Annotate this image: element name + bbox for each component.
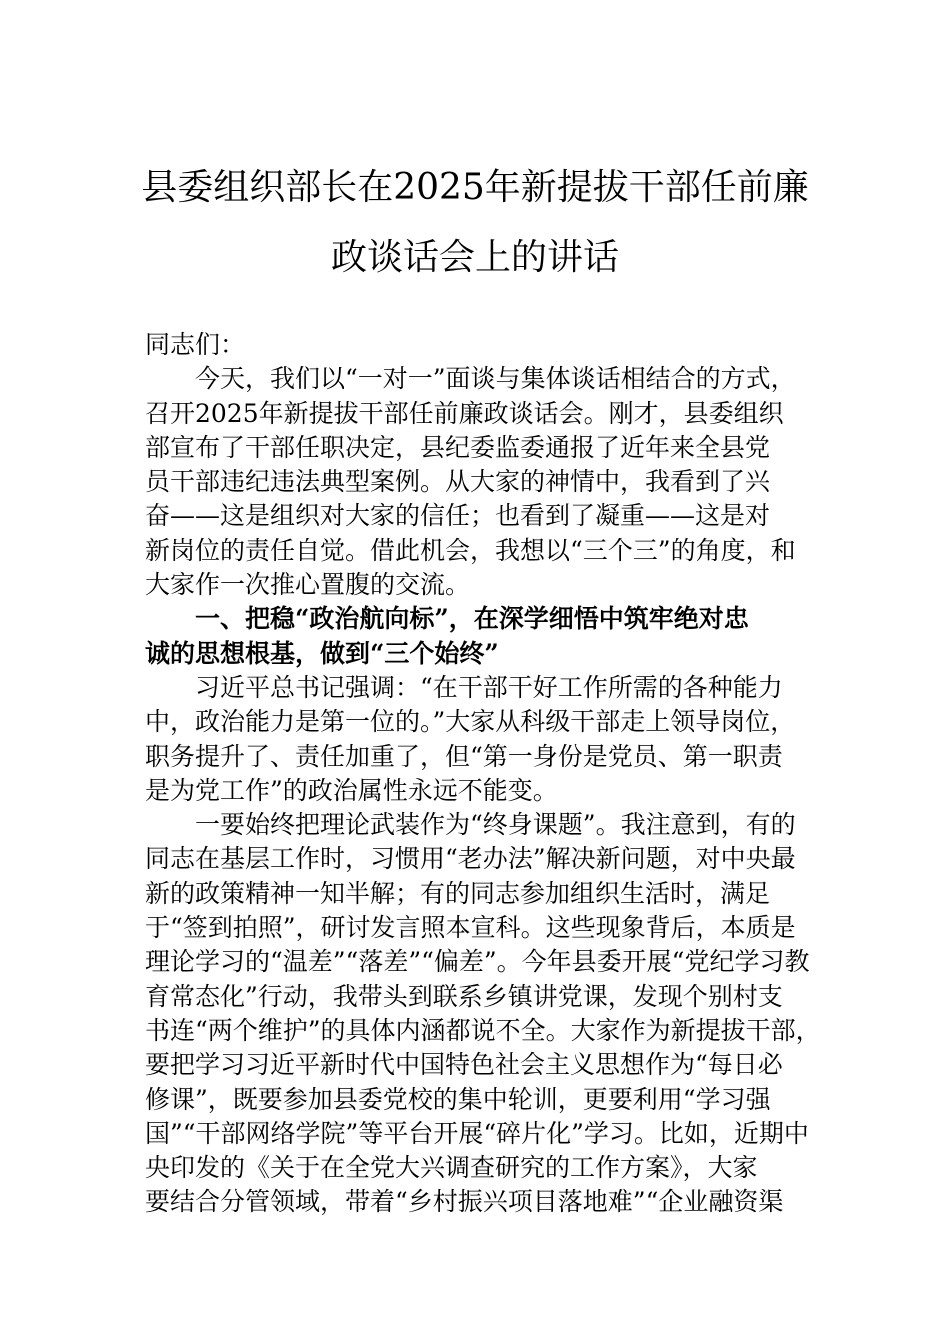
section-heading-line: 一、把稳“政治航向标”，在深学细悟中筑牢绝对忠 xyxy=(195,604,749,634)
paragraph-line: 一要始终把理论武装作为“终身课题”。我注意到，有的 xyxy=(195,810,796,840)
paragraph-line: 是为党工作”的政治属性永远不能变。 xyxy=(145,775,558,805)
salutation: 同志们： xyxy=(145,330,246,359)
document-title-line-2: 政谈话会上的讲话 xyxy=(330,237,619,278)
paragraph-line: 要把学习习近平新时代中国特色社会主义思想作为“每日必 xyxy=(145,1050,783,1080)
paragraph-line: 国”“干部网络学院”等平台开展“碎片化”学习。比如，近期中 xyxy=(145,1118,809,1148)
paragraph-line: 部宣布了干部任职决定，县纪委监委通报了近年来全县党 xyxy=(145,432,771,462)
paragraph-line: 员干部违纪违法典型案例。从大家的神情中，我看到了兴 xyxy=(145,467,771,497)
paragraph-line: 新岗位的责任自觉。借此机会，我想以“三个三”的角度，和 xyxy=(145,535,796,565)
paragraph-line: 同志在基层工作时，习惯用“老办法”解决新问题，对中央最 xyxy=(145,844,796,874)
paragraph-line: 中，政治能力是第一位的。”大家从科级干部走上领导岗位， xyxy=(145,707,796,737)
paragraph-line: 召开2025年新提拔干部任前廉政谈话会。刚才，县委组织 xyxy=(145,398,784,428)
paragraph-line: 职务提升了、责任加重了，但“第一身份是党员、第一职责 xyxy=(145,741,783,771)
paragraph-line: 新的政策精神一知半解；有的同志参加组织生活时，满足 xyxy=(145,878,771,908)
section-heading-line: 诚的思想根基，做到“三个始终” xyxy=(145,638,499,668)
paragraph-line: 今天，我们以“一对一”面谈与集体谈话相结合的方式， xyxy=(195,364,796,394)
paragraph-line: 央印发的《关于在全党大兴调查研究的工作方案》，大家 xyxy=(145,1153,758,1183)
paragraph-line: 习近平总书记强调：“在干部干好工作所需的各种能力 xyxy=(195,672,783,702)
paragraph-line: 育常态化”行动，我带头到联系乡镇讲党课，发现个别村支 xyxy=(145,981,783,1011)
paragraph-line: 奋——这是组织对大家的信任；也看到了凝重——这是对 xyxy=(145,501,771,531)
paragraph-line: 要结合分管领域，带着“乡村振兴项目落地难”“企业融资渠 xyxy=(145,1187,784,1217)
document-body xyxy=(145,328,825,1220)
paragraph-line: 修课”，既要参加县委党校的集中轮训，更要利用“学习强 xyxy=(145,1084,771,1114)
paragraph-line: 理论学习的“温差”“落差”“偏差”。今年县委开展“党纪学习教 xyxy=(145,947,810,977)
paragraph-line: 于“签到拍照”，研讨发言照本宣科。这些现象背后，本质是 xyxy=(145,913,796,943)
paragraph-line: 书连“两个维护”的具体内涵都说不全。大家作为新提拔干部， xyxy=(145,1015,821,1045)
paragraph-line: 大家作一次推心置腹的交流。 xyxy=(145,570,471,600)
document-title-line-1: 县委组织部长在2025年新提拔干部任前廉 xyxy=(141,167,809,208)
